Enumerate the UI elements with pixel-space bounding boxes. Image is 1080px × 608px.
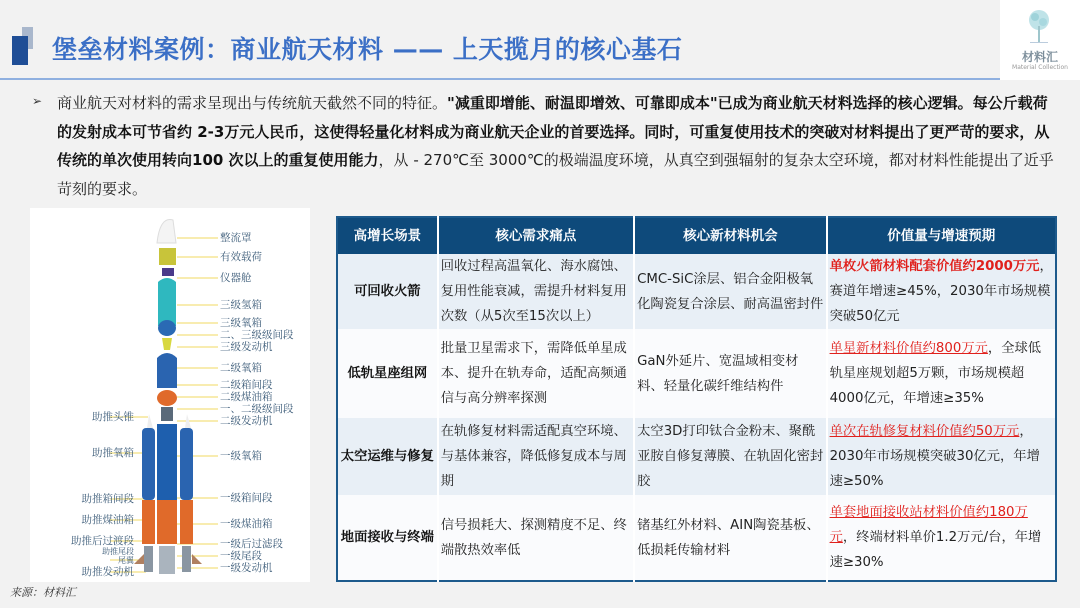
table-header-row [337,217,1056,254]
logo [1000,0,1080,80]
value-cell [827,254,1056,329]
tree-logo-icon [1026,8,1052,44]
pain-cell: 批量卫星需求下，需降低单星成本、提升在轨寿命，适配高频通信与高分辨率探测 [438,329,634,418]
rocket-label: 一级煤油箱 [220,518,273,530]
value-cell [827,495,1056,581]
intro-text: 商业航天对材料的需求呈现出与传统航天截然不同的特征。 [57,94,448,112]
pain-cell: 回收过程高温氧化、海水腐蚀、复用性能衰减，需提升材料复用次数（从5次至15次以上） [438,254,634,329]
rocket-label: 二级煤油箱 [220,391,273,403]
rocket-label: 助推箱间段 [81,493,134,505]
value-highlight: 单星新材料价值约800万元 [829,341,988,356]
rocket-label: 三级氢箱 [220,299,262,311]
rocket-label: 二级发动机 [220,415,273,427]
value-text: ，2030年市场规模突破30亿元，年增速≥50% [829,424,1040,489]
value-cell [827,418,1056,495]
table-row [337,254,1056,329]
pain-cell: 信号损耗大、探测精度不足、终端散热效率低 [438,495,634,581]
material-cell: 太空3D打印钛合金粉末、聚酰亚胺自修复薄膜、在轨固化密封胶 [634,418,826,495]
scene-cell: 低轨星座组网 [337,329,438,418]
rocket-label: 尾翼 [118,556,134,565]
logo-text: 材料汇 [1021,50,1058,64]
title-accent [12,36,28,65]
growth-scenario-table [336,216,1057,582]
value-text: ，终端材料单价1.2万元/台，年增速≥30% [829,530,1042,570]
rocket-label: 助推头锥 [92,411,134,423]
rocket-label: 二级箱间段 [220,379,273,391]
rocket-label: 一级箱间段 [220,492,273,504]
scene-cell: 可回收火箭 [337,254,438,329]
rocket-label: 助推尾段 [102,547,134,556]
scene-cell: 太空运维与修复 [337,418,438,495]
material-cell: 锗基红外材料、AIN陶瓷基板、低损耗传输材料 [634,495,826,581]
rocket-diagram [30,208,310,582]
table-row [337,418,1056,495]
source-note: 来源：材料汇 [10,586,76,599]
rocket-label: 一级氧箱 [220,450,262,462]
value-text: ，赛道年增速≥45%，2030年市场规模突破50亿元 [829,259,1053,324]
material-cell: CMC-SiC涂层、铝合金阳极氧化陶瓷复合涂层、耐高温密封件 [634,254,826,329]
column-header: 核心新材料机会 [634,217,826,254]
rocket-label: 有效载荷 [220,251,262,263]
value-highlight: 单次在轨修复材料价值约50万元 [829,424,1020,439]
rocket-label: 仪器舱 [220,272,252,284]
value-text: ，全球低轨星座规划超5万颗，市场规模超4000亿元，年增速≥35% [829,341,1042,406]
rocket-label: 整流罩 [220,232,252,244]
value-highlight: 单套地面接收站材料价值约180万元 [829,505,1028,545]
bullet-arrow-icon: ➢ [32,94,43,108]
rocket-label: 三级氧箱 [220,317,262,329]
value-highlight: 单枚火箭材料配套价值约2000万元 [829,259,1040,274]
rocket-label: 二级氧箱 [220,362,262,374]
intro-text: ，从 - 270℃至 3000℃的极端温度环境，从真空到强辐射的复杂太空环境，都对材料性能提出了近乎苛刻的要求。 [57,151,1054,198]
rocket-label: 一级后过滤段 [220,538,283,550]
rocket-label: 一级发动机 [220,562,273,574]
title-bar [0,0,1000,80]
rocket-label: 助推发动机 [81,566,134,578]
table-row [337,495,1056,581]
column-header: 价值量与增速预期 [827,217,1056,254]
column-header: 核心需求痛点 [438,217,634,254]
table-row [337,329,1056,418]
rocket-label: 助推后过渡段 [71,535,134,547]
rocket-label: 一、二级级间段 [220,403,294,415]
scene-cell: 地面接收与终端 [337,495,438,581]
column-header: 高增长场景 [337,217,438,254]
page-title: 堡垒材料案例：商业航天材料 —— 上天揽月的核心基石 [52,35,683,64]
rocket-label: 一级尾段 [220,550,262,562]
rocket-label: 三级发动机 [220,341,273,353]
value-cell [827,329,1056,418]
intro-bold-text: "减重即增能、耐温即增效、可靠即成本"已成为商业航天材料选择的核心逻辑。每公斤载荷的发射成本可节省约 2-3万元人民币，这使得轻量化材料成为商业航天企业的首要选择。同时，可重复使用技术的突破对材料提出了更严苛的要求，从传统的单次使用转向100 次以上的重复使用能力 [57,94,1050,169]
rocket-label: 二、三级级间段 [220,329,294,341]
rocket-label: 助推氧箱 [92,447,134,459]
material-cell: GaN外延片、宽温域相变材料、轻量化碳纤维结构件 [634,329,826,418]
logo-subtext: Material Collection [1012,64,1068,71]
rocket-label: 助推煤油箱 [81,514,134,526]
intro-paragraph [57,89,1057,203]
pain-cell: 在轨修复材料需适配真空环境、与基体兼容，降低修复成本与周期 [438,418,634,495]
